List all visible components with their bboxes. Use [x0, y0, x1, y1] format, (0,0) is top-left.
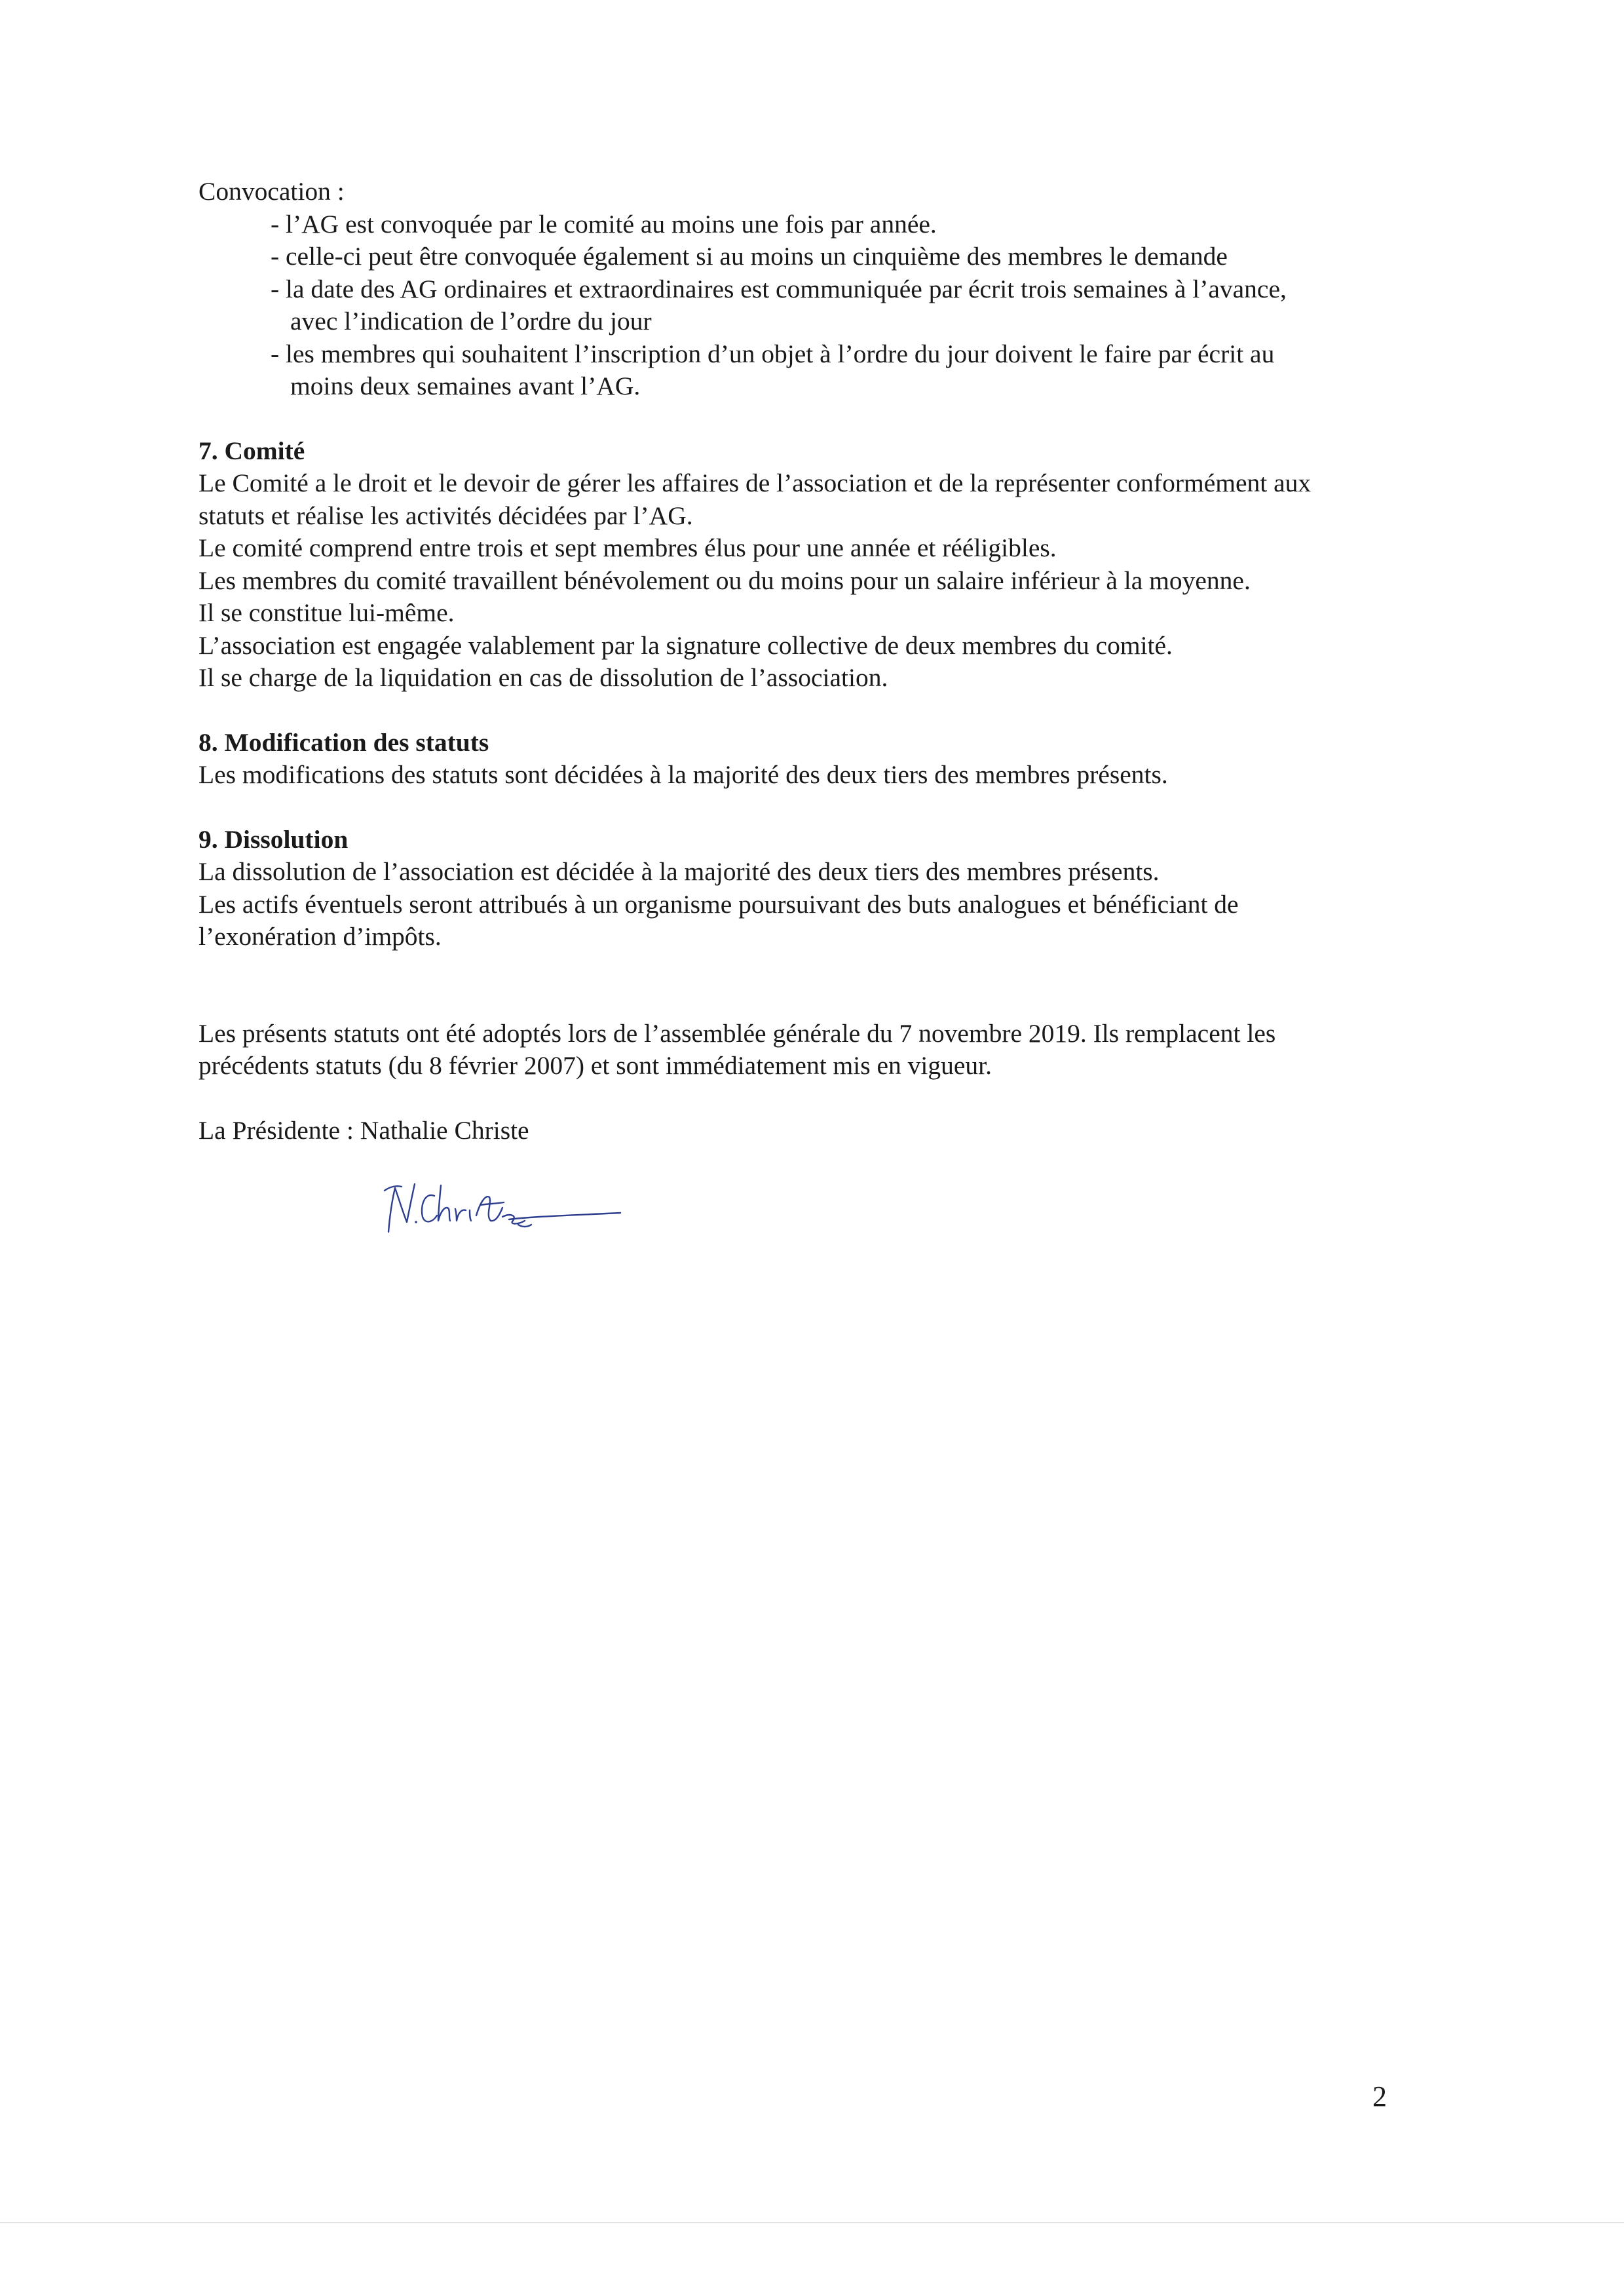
paragraph-line: Il se charge de la liquidation en cas de dissolution de l’association. — [198, 663, 888, 692]
paragraph-line: statuts et réalise les activités décidées par l’AG. — [198, 501, 693, 530]
section-modification-statuts — [198, 727, 1443, 792]
paragraph-line: L’association est engagée valablement par la signature collective de deux membres du comité. — [198, 630, 1173, 660]
scan-edge-divider — [0, 2222, 1624, 2223]
adoption-statement — [198, 1018, 1443, 1082]
section-dissolution — [198, 824, 1443, 953]
handwritten-signature — [370, 1176, 632, 1242]
document-body — [198, 176, 1443, 1147]
section-comite — [198, 435, 1443, 695]
paragraph-line: précédents statuts (du 8 février 2007) et sont immédiatement mis en vigueur. — [198, 1051, 992, 1080]
convocation-block — [198, 176, 1443, 403]
paragraph-line: Le Comité a le droit et le devoir de gérer les affaires de l’association et de la représenter conformément aux — [198, 469, 1312, 497]
convocation-item-continuation: avec l’indication de l’ordre du jour — [290, 307, 652, 335]
signature-label: La Présidente : Nathalie Christe — [198, 1115, 529, 1145]
convocation-item: - les membres qui souhaitent l’inscription d’un objet à l’ordre du jour doivent le faire par écrit au — [271, 339, 1275, 368]
convocation-item: - la date des AG ordinaires et extraordinaires est communiquée par écrit trois semaines à l’avance, — [271, 274, 1287, 303]
section-heading: 9. Dissolution — [198, 824, 349, 854]
convocation-item: - celle-ci peut être convoquée également si au moins un cinquième des membres le demande — [271, 242, 1228, 271]
paragraph-line: Les membres du comité travaillent bénévolement ou du moins pour un salaire inférieur à la moyenne. — [198, 565, 1251, 595]
convocation-item-continuation: moins deux semaines avant l’AG. — [290, 372, 641, 400]
paragraph-line: Les actifs éventuels seront attribués à un organisme poursuivant des buts analogues et bénéficiant de — [198, 889, 1239, 919]
paragraph-line: Les modifications des statuts sont décidées à la majorité des deux tiers des membres présents. — [198, 760, 1168, 789]
paragraph-line: l’exonération d’impôts. — [198, 922, 442, 951]
paragraph-line: Les présents statuts ont été adoptés lors de l’assemblée générale du 7 novembre 2019. Ils remplacent les — [198, 1018, 1276, 1048]
paragraph-line: Le comité comprend entre trois et sept membres élus pour une année et rééligibles. — [198, 533, 1057, 562]
convocation-label: Convocation : — [198, 177, 345, 206]
paragraph-line: La dissolution de l’association est décidée à la majorité des deux tiers des membres présents. — [198, 857, 1160, 886]
paragraph-line: Il se constitue lui-même. — [198, 598, 455, 627]
section-heading: 8. Modification des statuts — [198, 727, 489, 757]
section-heading: 7. Comité — [198, 436, 305, 465]
convocation-item: - l’AG est convoquée par le comité au moins une fois par année. — [271, 209, 937, 239]
page-number: 2 — [1372, 2080, 1387, 2113]
